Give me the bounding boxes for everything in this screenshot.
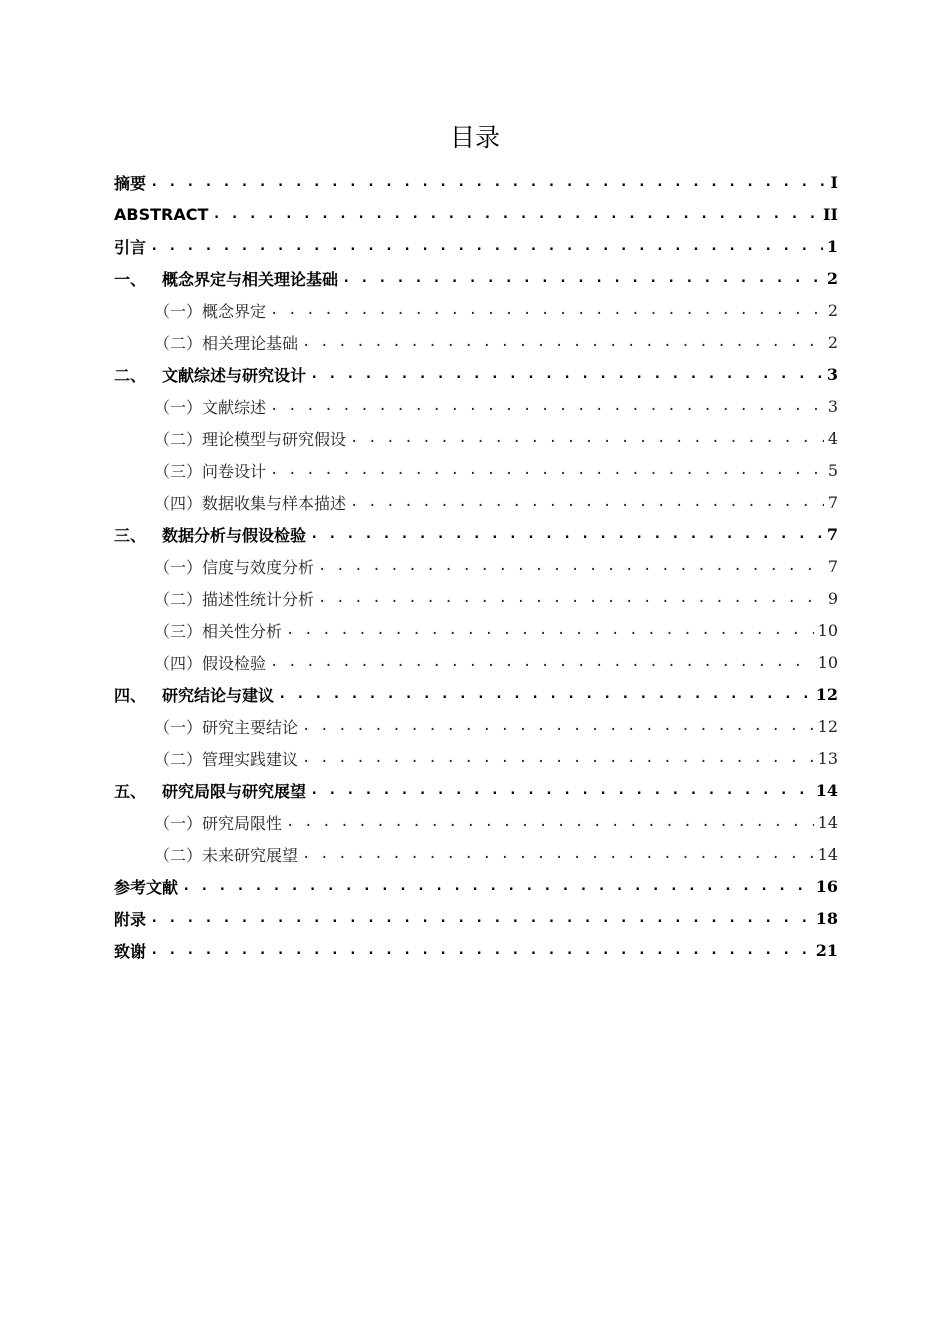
toc-chapter-entry[interactable] xyxy=(114,166,838,198)
toc-entry-page-number: 9 xyxy=(827,588,838,608)
toc-section-entry[interactable] xyxy=(114,454,838,486)
toc-section-entry[interactable] xyxy=(114,582,838,614)
toc-entry-page-number: 7 xyxy=(827,556,838,576)
toc-entry-page-number: 5 xyxy=(827,460,838,480)
toc-entry-page-number: 2 xyxy=(826,268,838,288)
toc-entry-title: （三）问卷设计 xyxy=(154,461,267,481)
toc-dot-leader xyxy=(310,784,812,800)
toc-entry-page-number: I xyxy=(830,172,838,192)
toc-dot-leader xyxy=(270,656,814,672)
toc-section-entry[interactable] xyxy=(114,710,838,742)
toc-entry-number: 五、 xyxy=(114,781,147,801)
toc-entry-page-number: 10 xyxy=(817,620,838,640)
toc-section-entry[interactable] xyxy=(114,550,838,582)
toc-dot-leader xyxy=(302,752,814,768)
toc-chapter-entry[interactable] xyxy=(114,198,838,230)
toc-entry-title: 研究局限与研究展望 xyxy=(162,781,307,801)
toc-entry-title: 致谢 xyxy=(114,941,147,961)
toc-chapter-entry[interactable] xyxy=(114,870,838,902)
toc-chapter-entry[interactable] xyxy=(114,934,838,966)
toc-section-entry[interactable] xyxy=(114,486,838,518)
toc-entry-page-number: 12 xyxy=(817,716,838,736)
toc-section-entry[interactable] xyxy=(114,742,838,774)
toc-entry-title: （二）管理实践建议 xyxy=(154,749,299,769)
toc-section-entry[interactable] xyxy=(114,390,838,422)
toc-dot-leader xyxy=(310,368,823,384)
toc-dot-leader xyxy=(318,592,824,608)
toc-entry-title: （一）研究主要结论 xyxy=(154,717,299,737)
toc-section-entry[interactable] xyxy=(114,806,838,838)
toc-entry-number: 一、 xyxy=(114,269,147,289)
toc-entry-page-number: 10 xyxy=(817,652,838,672)
toc-dot-leader xyxy=(302,720,814,736)
toc-chapter-entry[interactable] xyxy=(114,678,838,710)
toc-entry-title: （四）假设检验 xyxy=(154,653,267,673)
toc-dot-leader xyxy=(270,400,824,416)
toc-entry-page-number: 14 xyxy=(817,844,838,864)
toc-entry-title: 概念界定与相关理论基础 xyxy=(162,269,339,289)
table-of-contents xyxy=(114,166,838,966)
toc-entry-title: 参考文献 xyxy=(114,877,179,897)
toc-dot-leader xyxy=(302,336,824,352)
toc-section-entry[interactable] xyxy=(114,646,838,678)
toc-entry-title: 数据分析与假设检验 xyxy=(162,525,307,545)
toc-entry-title: （一）信度与效度分析 xyxy=(154,557,315,577)
toc-chapter-entry[interactable] xyxy=(114,902,838,934)
toc-entry-page-number: 1 xyxy=(826,236,838,256)
toc-entry-title: 摘要 xyxy=(114,173,147,193)
toc-entry-page-number: 2 xyxy=(827,300,838,320)
toc-entry-page-number: 7 xyxy=(827,492,838,512)
toc-entry-title: （四）数据收集与样本描述 xyxy=(154,493,347,513)
toc-entry-page-number: 4 xyxy=(827,428,838,448)
toc-section-entry[interactable] xyxy=(114,614,838,646)
page-title: 目录 xyxy=(449,123,500,152)
toc-dot-leader xyxy=(270,464,824,480)
toc-section-entry[interactable] xyxy=(114,326,838,358)
toc-chapter-entry[interactable] xyxy=(114,262,838,294)
toc-entry-number: 三、 xyxy=(114,525,147,545)
toc-entry-page-number: 21 xyxy=(815,940,838,960)
toc-dot-leader xyxy=(286,624,814,640)
toc-entry-title: （二）相关理论基础 xyxy=(154,333,299,353)
toc-entry-page-number: 2 xyxy=(827,332,838,352)
toc-section-entry[interactable] xyxy=(114,294,838,326)
toc-entry-number: 四、 xyxy=(114,685,147,705)
toc-entry-title: （一）研究局限性 xyxy=(154,813,283,833)
toc-dot-leader xyxy=(350,432,824,448)
toc-entry-page-number: 16 xyxy=(815,876,838,896)
toc-entry-title: （一）概念界定 xyxy=(154,301,267,321)
toc-entry-page-number: 7 xyxy=(826,524,838,544)
toc-entry-title: 文献综述与研究设计 xyxy=(162,365,307,385)
toc-dot-leader xyxy=(318,560,824,576)
toc-entry-title: 附录 xyxy=(114,909,147,929)
toc-dot-leader xyxy=(310,528,823,544)
toc-entry-title: 研究结论与建议 xyxy=(162,685,275,705)
toc-entry-title: 引言 xyxy=(114,237,147,257)
toc-dot-leader xyxy=(182,880,812,896)
toc-dot-leader xyxy=(150,176,827,192)
toc-entry-number: 二、 xyxy=(114,365,147,385)
toc-dot-leader xyxy=(212,208,819,224)
toc-dot-leader xyxy=(342,272,823,288)
toc-section-entry[interactable] xyxy=(114,422,838,454)
toc-entry-page-number: 14 xyxy=(817,812,838,832)
toc-entry-title: （二）描述性统计分析 xyxy=(154,589,315,609)
toc-entry-page-number: 18 xyxy=(815,908,838,928)
toc-entry-title: （二）未来研究展望 xyxy=(154,845,299,865)
toc-dot-leader xyxy=(150,944,812,960)
toc-entry-page-number: 12 xyxy=(815,684,838,704)
toc-entry-page-number: 14 xyxy=(815,780,838,800)
toc-entry-page-number: 3 xyxy=(826,364,838,384)
toc-chapter-entry[interactable] xyxy=(114,518,838,550)
toc-entry-title: （三）相关性分析 xyxy=(154,621,283,641)
toc-entry-page-number: 13 xyxy=(817,748,838,768)
toc-entry-title: ABSTRACT xyxy=(114,204,209,224)
toc-chapter-entry[interactable] xyxy=(114,358,838,390)
toc-dot-leader xyxy=(270,304,824,320)
toc-dot-leader xyxy=(150,240,823,256)
toc-dot-leader xyxy=(302,848,814,864)
toc-dot-leader xyxy=(278,688,812,704)
toc-entry-title: （一）文献综述 xyxy=(154,397,267,417)
toc-dot-leader xyxy=(286,816,814,832)
toc-chapter-entry[interactable] xyxy=(114,774,838,806)
toc-dot-leader xyxy=(350,496,824,512)
toc-chapter-entry[interactable] xyxy=(114,230,838,262)
toc-entry-page-number: 3 xyxy=(827,396,838,416)
toc-section-entry[interactable] xyxy=(114,838,838,870)
toc-dot-leader xyxy=(150,912,812,928)
toc-entry-title: （二）理论模型与研究假设 xyxy=(154,429,347,449)
toc-entry-page-number: II xyxy=(823,204,838,224)
